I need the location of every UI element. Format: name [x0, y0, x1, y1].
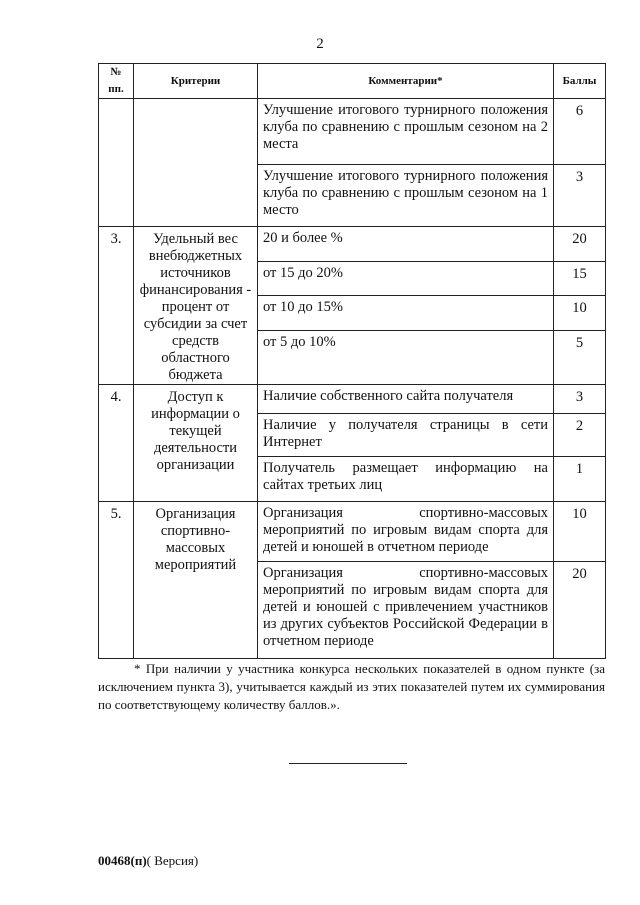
- header-comments: Комментарии*: [258, 64, 554, 99]
- header-criteria: Критерии: [134, 64, 258, 99]
- criteria-table: [98, 63, 606, 659]
- row-criteria: Удельный вес внебюджетных источников финансирования - процент от субсидии за счет средств областного бюджета: [134, 227, 258, 385]
- separator-line: [289, 763, 407, 764]
- row-points: 5: [554, 331, 606, 385]
- row-comment: Наличие собственного сайта получателя: [258, 385, 554, 414]
- header-points: Баллы: [554, 64, 606, 99]
- row-criteria: Доступ к информации о текущей деятельности организации: [134, 385, 258, 502]
- row-number: 4.: [99, 385, 134, 502]
- row-comment: Наличие у получателя страницы в сети Интернет: [258, 414, 554, 457]
- row-number: 5.: [99, 502, 134, 659]
- row-points: 6: [554, 99, 606, 165]
- row-points: 3: [554, 385, 606, 414]
- row-comment: Улучшение итогового турнирного положения клуба по сравнению с прошлым сезоном на 1 место: [258, 165, 554, 227]
- row-criteria: [134, 99, 258, 227]
- table-row: [99, 502, 606, 562]
- row-points: 10: [554, 502, 606, 562]
- row-number: [99, 99, 134, 227]
- row-points: 20: [554, 562, 606, 659]
- row-comment: 20 и более %: [258, 227, 554, 262]
- row-number: 3.: [99, 227, 134, 385]
- row-points: 2: [554, 414, 606, 457]
- row-comment: от 5 до 10%: [258, 331, 554, 385]
- row-points: 10: [554, 296, 606, 331]
- row-comment: от 10 до 15%: [258, 296, 554, 331]
- row-points: 15: [554, 261, 606, 296]
- table-row: [99, 227, 606, 262]
- row-criteria: Организация спортивно-массовых мероприятий: [134, 502, 258, 659]
- row-comment: Получатель размещает информацию на сайтах третьих лиц: [258, 457, 554, 502]
- table-row: [99, 99, 606, 165]
- page-number: 2: [316, 36, 324, 52]
- row-points: 20: [554, 227, 606, 262]
- header-number-line1: №: [110, 66, 122, 78]
- row-points: 3: [554, 165, 606, 227]
- version-label: ( Версия): [146, 853, 199, 868]
- table-header-row: [99, 64, 606, 99]
- version-code: 00468(п): [98, 853, 147, 868]
- header-number: [99, 64, 134, 99]
- header-number-line2: пп.: [108, 83, 124, 95]
- row-comment: Улучшение итогового турнирного положения клуба по сравнению с прошлым сезоном на 2 места: [258, 99, 554, 165]
- table-row: [99, 385, 606, 414]
- row-comment: Организация спортивно-массовых мероприятий по игровым видам спорта для детей и юношей с привлечением участников из других субъектов Российской Федерации в отчетном периоде: [258, 562, 554, 659]
- row-points: 1: [554, 457, 606, 502]
- row-comment: от 15 до 20%: [258, 261, 554, 296]
- document-version: [98, 853, 198, 869]
- footnote: * При наличии у участника конкурса нескольких показателей в одном пункте (за исключением пункта 3), учитывается каждый из этих показателей путем их суммирования по соответствующему количеству баллов.».: [98, 661, 605, 712]
- row-comment: Организация спортивно-массовых мероприятий по игровым видам спорта для детей и юношей в отчетном периоде: [258, 502, 554, 562]
